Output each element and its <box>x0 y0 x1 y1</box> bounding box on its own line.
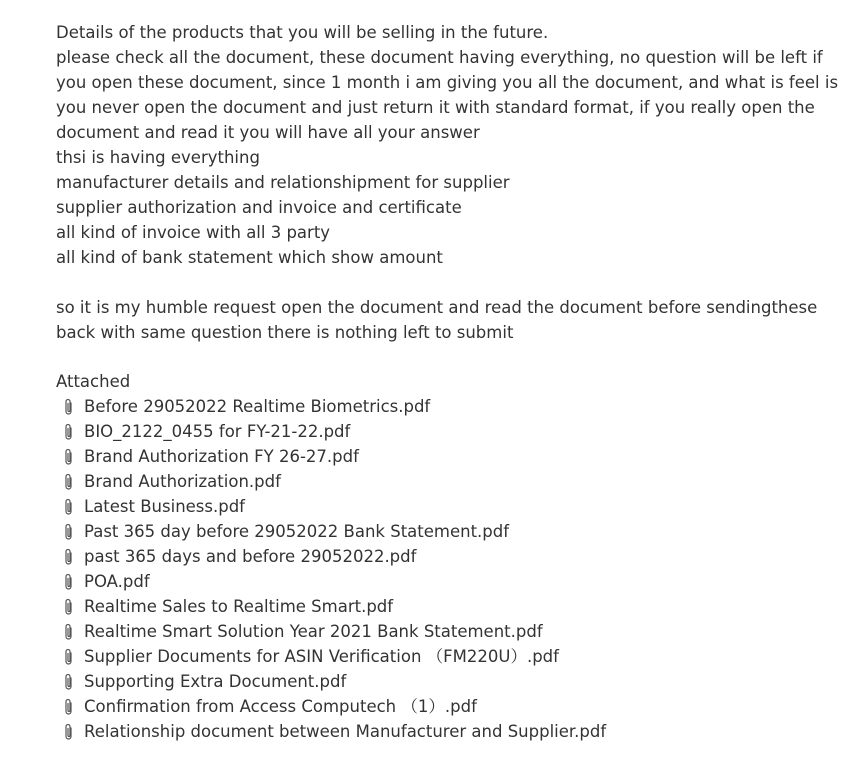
paperclip-icon <box>62 573 76 591</box>
attachment-item[interactable] <box>56 669 846 694</box>
paperclip-icon <box>62 548 76 566</box>
paperclip-icon <box>62 598 76 616</box>
attachment-link[interactable]: Brand Authorization FY 26-27.pdf <box>84 447 359 466</box>
text-line: manufacturer details and relationshipment for supplier <box>56 173 510 192</box>
attachment-item[interactable] <box>56 494 846 519</box>
attachment-item[interactable] <box>56 644 846 669</box>
attachment-link[interactable]: Relationship document between Manufacturer and Supplier.pdf <box>84 722 607 741</box>
message-body <box>56 20 846 744</box>
attached-label: Attached <box>56 372 131 391</box>
attachment-item[interactable] <box>56 569 846 594</box>
paragraph-spacer <box>56 270 846 295</box>
text-line: you never open the document and just return it with standard format, if you really open the <box>56 98 815 117</box>
paperclip-icon <box>62 723 76 741</box>
paperclip-icon <box>62 398 76 416</box>
text-line: Details of the products that you will be selling in the future. <box>56 23 549 42</box>
attachment-link[interactable]: Realtime Smart Solution Year 2021 Bank Statement.pdf <box>84 622 543 641</box>
text-line: so it is my humble request open the document and read the document before sendingthese <box>56 298 818 317</box>
attachment-link[interactable]: POA.pdf <box>84 572 150 591</box>
attachment-item[interactable] <box>56 469 846 494</box>
attachment-item[interactable] <box>56 694 846 719</box>
attachment-item[interactable] <box>56 419 846 444</box>
text-line: please check all the document, these document having everything, no question will be left if <box>56 48 823 67</box>
attachment-link[interactable]: Past 365 day before 29052022 Bank Statement.pdf <box>84 522 510 541</box>
attachment-link[interactable]: Confirmation from Access Computech （1）.pdf <box>84 697 477 716</box>
paperclip-icon <box>62 448 76 466</box>
attachment-link[interactable]: Latest Business.pdf <box>84 497 245 516</box>
paperclip-icon <box>62 623 76 641</box>
attachment-list <box>56 394 846 744</box>
text-line: thsi is having everything <box>56 148 260 167</box>
attachment-item[interactable] <box>56 544 846 569</box>
text-line: you open these document, since 1 month i am giving you all the document, and what is feel is <box>56 73 839 92</box>
attachment-link[interactable]: Brand Authorization.pdf <box>84 472 281 491</box>
attachment-link[interactable]: BIO_2122_0455 for FY-21-22.pdf <box>84 422 351 441</box>
text-line: document and read it you will have all your answer <box>56 123 480 142</box>
attachment-item[interactable] <box>56 619 846 644</box>
paperclip-icon <box>62 498 76 516</box>
attachment-item[interactable] <box>56 394 846 419</box>
paperclip-icon <box>62 423 76 441</box>
paragraph-spacer <box>56 345 846 369</box>
attachment-link[interactable]: Supporting Extra Document.pdf <box>84 672 347 691</box>
attachment-item[interactable] <box>56 444 846 469</box>
message-paragraph-1 <box>56 20 846 270</box>
attachment-link[interactable]: Before 29052022 Realtime Biometrics.pdf <box>84 397 431 416</box>
paperclip-icon <box>62 648 76 666</box>
text-line: supplier authorization and invoice and certificate <box>56 198 462 217</box>
text-line: all kind of invoice with all 3 party <box>56 223 331 242</box>
attachment-item[interactable] <box>56 719 846 744</box>
paperclip-icon <box>62 698 76 716</box>
attachment-item[interactable] <box>56 594 846 619</box>
paperclip-icon <box>62 673 76 691</box>
message-paragraph-2 <box>56 295 846 345</box>
text-line: all kind of bank statement which show amount <box>56 248 443 267</box>
text-line: back with same question there is nothing left to submit <box>56 323 514 342</box>
paperclip-icon <box>62 473 76 491</box>
attachment-link[interactable]: past 365 days and before 29052022.pdf <box>84 547 417 566</box>
attachment-item[interactable] <box>56 519 846 544</box>
attachment-link[interactable]: Supplier Documents for ASIN Verification （FM220U）.pdf <box>84 647 559 666</box>
paperclip-icon <box>62 523 76 541</box>
attachment-link[interactable]: Realtime Sales to Realtime Smart.pdf <box>84 597 394 616</box>
